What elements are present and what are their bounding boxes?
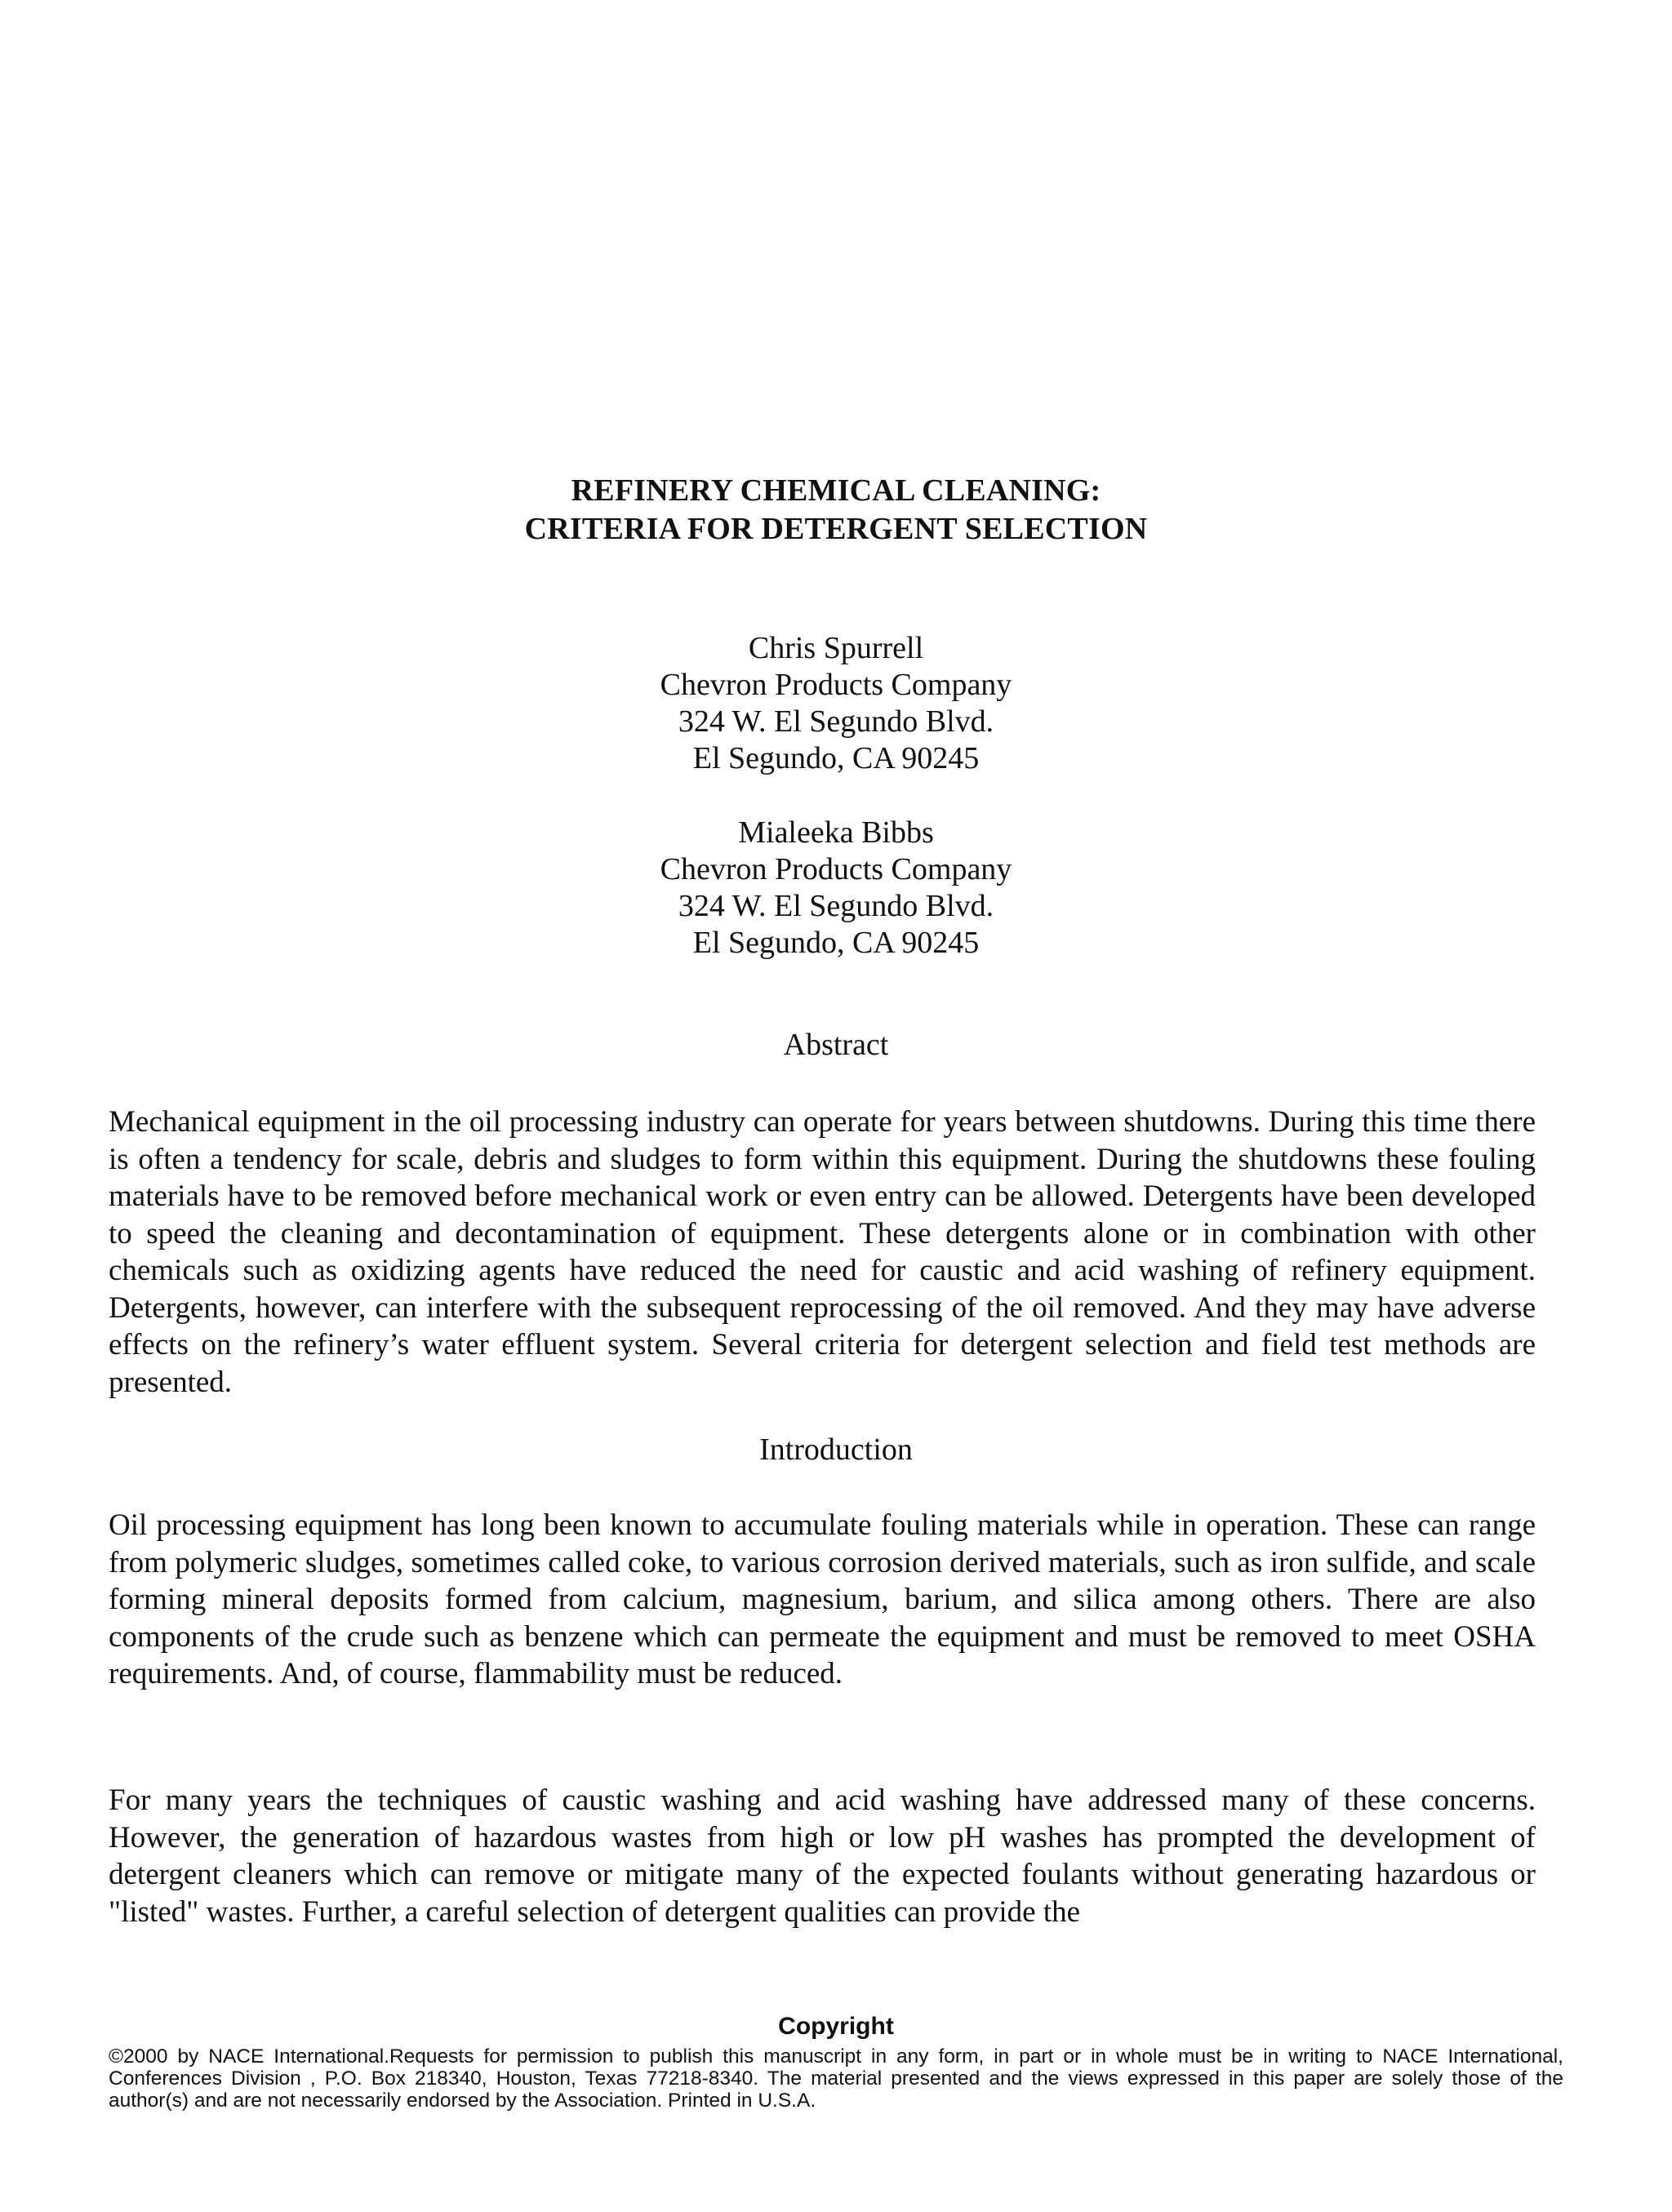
author-list	[0, 630, 1672, 962]
author-city: El Segundo, CA 90245	[692, 926, 980, 960]
author-company: Chevron Products Company	[660, 852, 1012, 886]
copyright-notice	[109, 2011, 1563, 2112]
paper-title	[0, 472, 1672, 549]
introduction-heading: Introduction	[759, 1432, 913, 1467]
abstract-heading: Abstract	[783, 1028, 889, 1062]
title-line-2: CRITERIA FOR DETERGENT SELECTION	[524, 512, 1148, 546]
author-block	[0, 630, 1672, 777]
author-city: El Segundo, CA 90245	[692, 741, 980, 775]
introduction-paragraph-1: Oil processing equipment has long been known to accumulate fouling materials while in operation. These can range from polymeric sludges, sometimes called coke, to various corrosion derived materials, such as iron sulfide, and scale forming mineral deposits formed from calcium, magnesium, barium, and silica among others. There are also components of the crude such as benzene which can permeate the equipment and must be removed to meet OSHA requirements. And, of course, flammability must be reduced.	[109, 1508, 1536, 1690]
introduction-paragraph-2: For many years the techniques of caustic washing and acid washing have addressed many of these concerns. However, the generation of hazardous wastes from high or low pH washes has prompted the development of detergent cleaners which can remove or mitigate many of the expected foulants without generating hazardous or "listed" wastes. Further, a careful selection of detergent qualities can provide the	[109, 1783, 1536, 1929]
copyright-heading: Copyright	[778, 2013, 894, 2040]
author-company: Chevron Products Company	[660, 668, 1012, 702]
abstract-text: Mechanical equipment in the oil processing industry can operate for years between shutdowns. During this time there is often a tendency for scale, debris and sludges to form within this equipment. During the shutdowns these fouling materials have to be removed before mechanical work or even entry can be allowed. Detergents have been developed to speed the cleaning and decontamination of equipment. These detergents alone or in combination with other chemicals such as oxidizing agents have reduced the need for caustic and acid washing of refinery equipment. Detergents, however, can interfere with the subsequent reprocessing of the oil removed. And they may have adverse effects on the refinery’s water effluent system. Several criteria for detergent selection and field test methods are presented.	[109, 1105, 1536, 1399]
author-street: 324 W. El Segundo Blvd.	[678, 889, 994, 923]
author-name: Mialeeka Bibbs	[738, 815, 934, 850]
copyright-text: ©2000 by NACE International.Requests for permission to publish this manuscript in any form, in part or in whole must be in writing to NACE International, Conferences Division , P.O. Box 218340, Houston, Texas 77218-8340. The material presented and the views expressed in this paper are solely those of the author(s) and are not necessarily endorsed by the Association. Printed in U.S.A.	[109, 2045, 1563, 2112]
author-name: Chris Spurrell	[748, 631, 924, 665]
title-line-1: REFINERY CHEMICAL CLEANING:	[571, 473, 1101, 508]
author-block	[0, 815, 1672, 962]
author-street: 324 W. El Segundo Blvd.	[678, 704, 994, 739]
